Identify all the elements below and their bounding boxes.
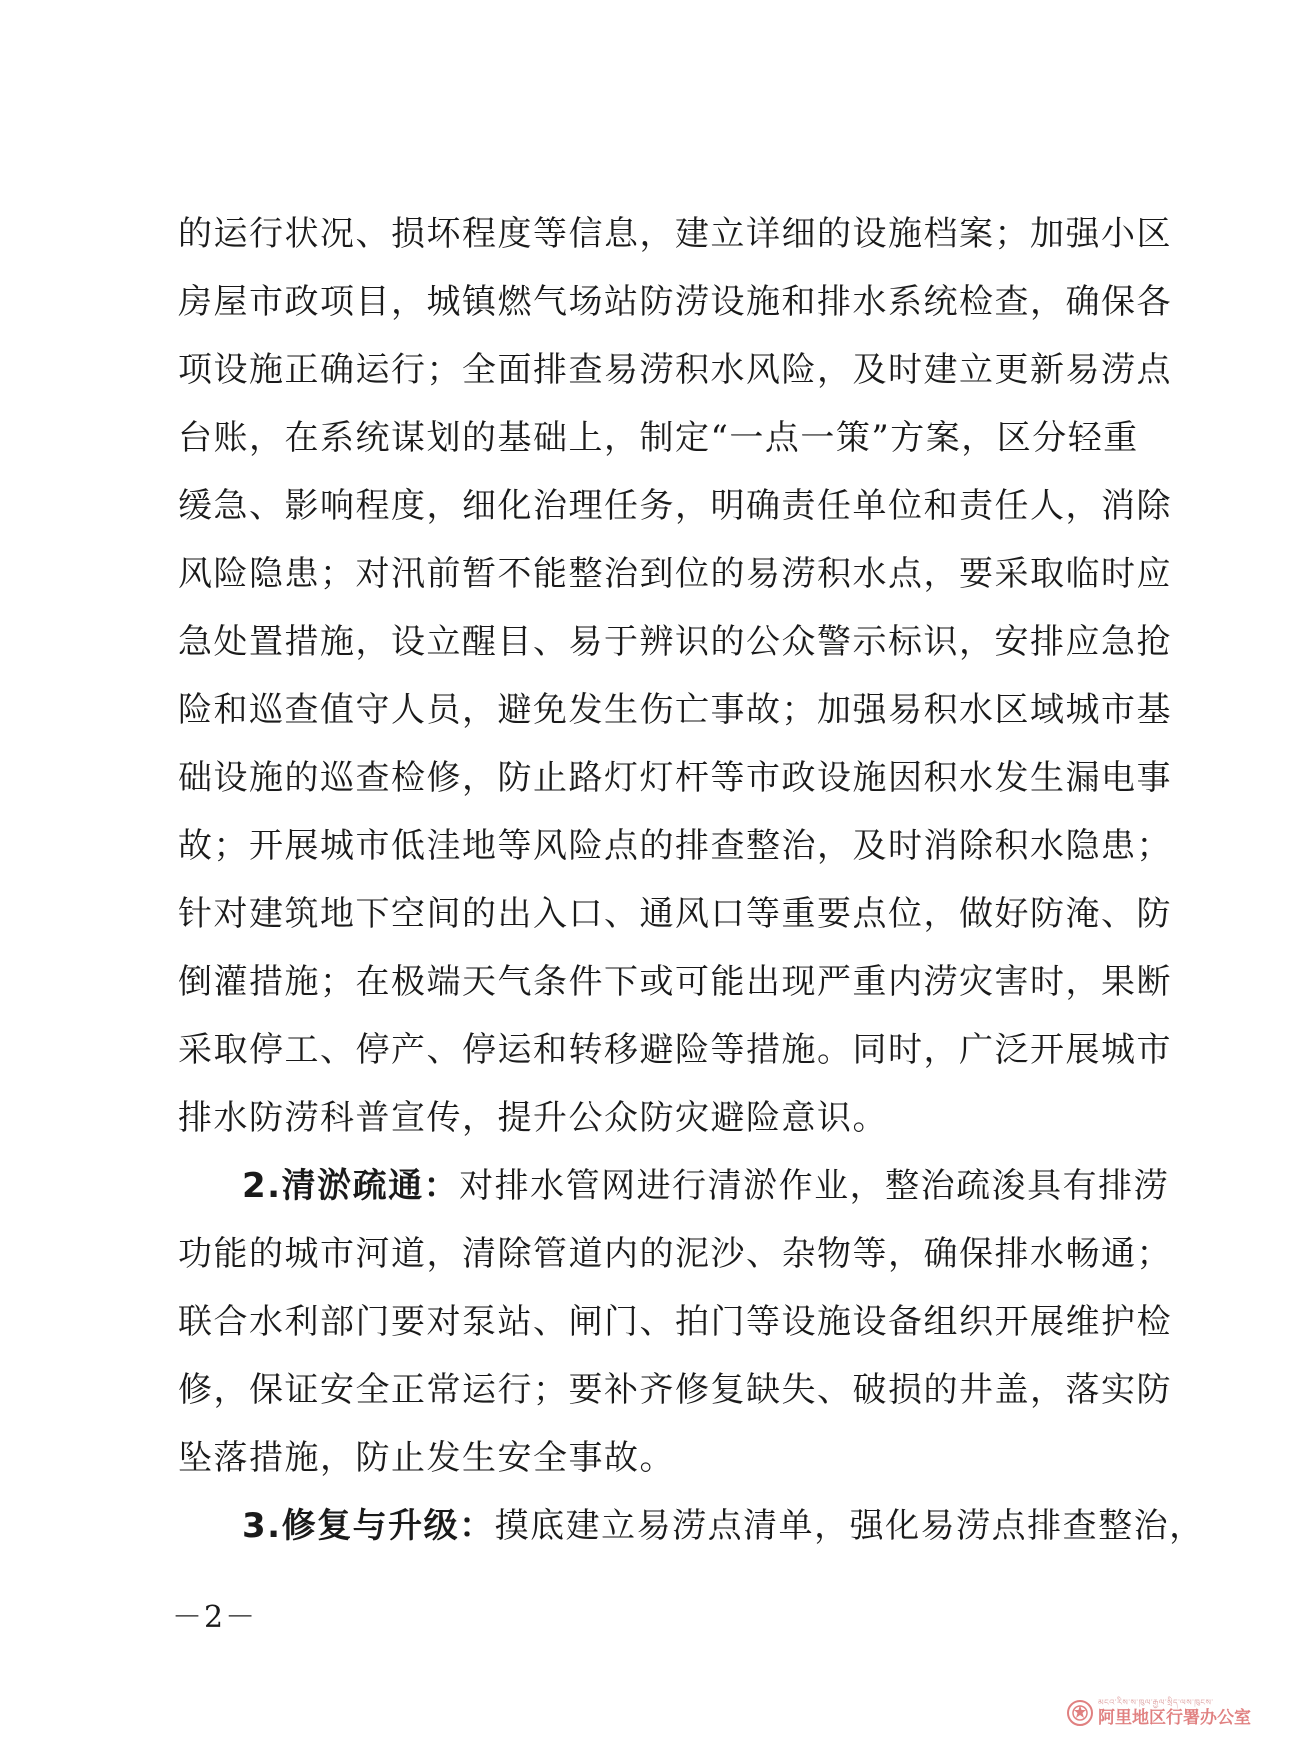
text-run: 对排水管网进行清淤作业，整治疏浚具有排涝 bbox=[459, 1166, 1170, 1206]
emblem-seal-icon bbox=[1066, 1699, 1094, 1727]
text-run: 摸底建立易涝点清单，强化易涝点排查整治， bbox=[494, 1506, 1205, 1546]
text-line: 台账，在系统谋划的基础上，制定“一点一策”方案，区分轻重 bbox=[178, 418, 1139, 458]
watermark-label: 阿里地区行署办公室 bbox=[1098, 1708, 1251, 1728]
text-line: 风险隐患；对汛前暂不能整治到位的易涝积水点，要采取临时应 bbox=[178, 554, 1172, 594]
page-number: －2－ bbox=[172, 1600, 258, 1635]
section-first-line bbox=[178, 1492, 1205, 1560]
text-line: 急处置措施，设立醒目、易于辨识的公众警示标识，安排应急抢 bbox=[178, 622, 1172, 662]
text-line: 的运行状况、损坏程度等信息，建立详细的设施档案；加强小区 bbox=[178, 214, 1172, 254]
text-line: 础设施的巡查检修，防止路灯灯杆等市政设施因积水发生漏电事 bbox=[178, 758, 1172, 798]
text-line: 排水防涝科普宣传，提升公众防灾避险意识。 bbox=[178, 1098, 888, 1138]
section-first-line bbox=[178, 1152, 1170, 1220]
text-line: 修，保证安全正常运行；要补齐修复缺失、破损的井盖，落实防 bbox=[178, 1370, 1172, 1410]
text-line: 倒灌措施；在极端天气条件下或可能出现严重内涝灾害时，果断 bbox=[178, 962, 1172, 1002]
text-line: 故；开展城市低洼地等风险点的排查整治，及时消除积水隐患； bbox=[178, 826, 1172, 866]
text-line: 功能的城市河道，清除管道内的泥沙、杂物等，确保排水畅通； bbox=[178, 1234, 1172, 1274]
section-heading: 3.修复与升级： bbox=[242, 1506, 495, 1546]
text-line: 坠落措施，防止发生安全事故。 bbox=[178, 1438, 675, 1478]
text-line: 采取停工、停产、停运和转移避险等措施。同时，广泛开展城市 bbox=[178, 1030, 1172, 1070]
text-line: 房屋市政项目，城镇燃气场站防涝设施和排水系统检查，确保各 bbox=[178, 282, 1172, 322]
text-line: 项设施正确运行；全面排查易涝积水风险，及时建立更新易涝点 bbox=[178, 350, 1172, 390]
document-body bbox=[178, 200, 1205, 1560]
section-heading: 2.清淤疏通： bbox=[242, 1166, 460, 1206]
text-line: 险和巡查值守人员，避免发生伤亡事故；加强易积水区域城市基 bbox=[178, 690, 1172, 730]
text-line: 缓急、影响程度，细化治理任务，明确责任单位和责任人，消除 bbox=[178, 486, 1172, 526]
watermark bbox=[1066, 1696, 1282, 1730]
text-line: 联合水利部门要对泵站、闸门、拍门等设施设备组织开展维护检 bbox=[178, 1302, 1172, 1342]
text-line: 针对建筑地下空间的出入口、通风口等重要点位，做好防淹、防 bbox=[178, 894, 1172, 934]
watermark-script-line: མངའ་རིས་ས་ཁུལ་རྒྱལ་སྲིད་ལས་ཁུངས་ bbox=[1098, 1698, 1214, 1707]
